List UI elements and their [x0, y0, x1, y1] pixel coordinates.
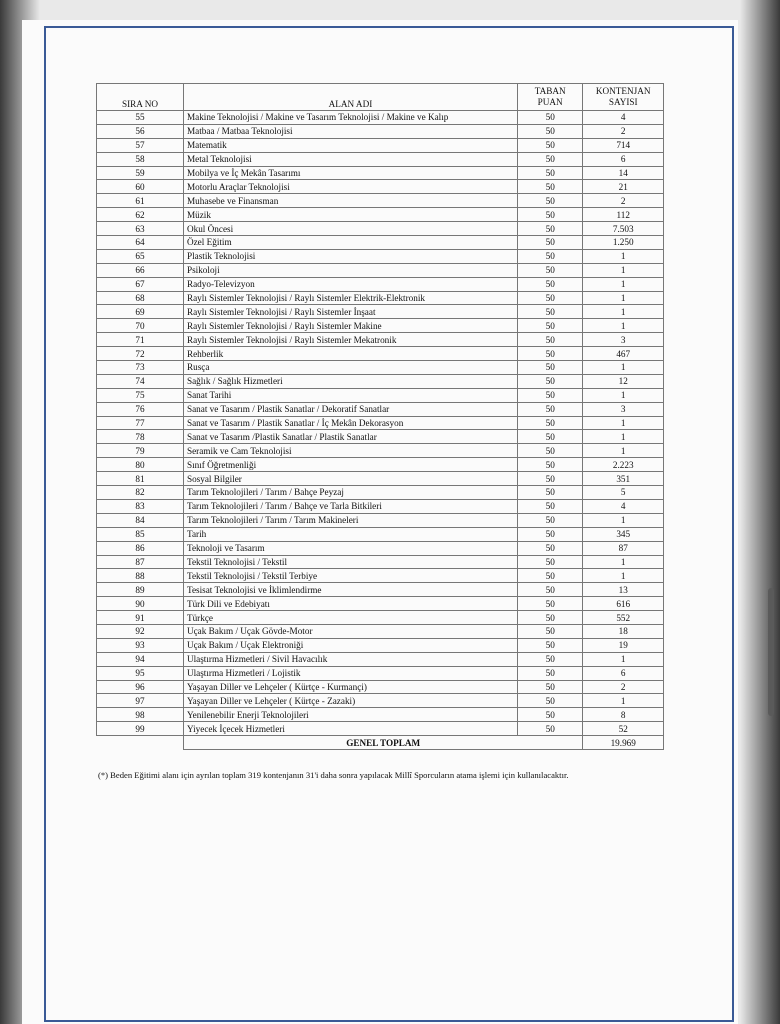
alan-adi-cell: Raylı Sistemler Teknolojisi / Raylı Sistemler İnşaat: [183, 305, 517, 319]
taban-puan-cell: 50: [517, 236, 583, 250]
sira-no-cell: 83: [97, 499, 184, 513]
table-row: [97, 236, 664, 250]
kontenjan-cell: 112: [583, 208, 664, 222]
taban-puan-cell: 50: [517, 374, 583, 388]
sira-no-cell: 72: [97, 347, 184, 361]
alan-adi-cell: Makine Teknolojisi / Makine ve Tasarım Teknolojisi / Makine ve Kalıp: [183, 111, 517, 125]
kontenjan-cell: 87: [583, 541, 664, 555]
table-row: [97, 180, 664, 194]
header-sira-no: SIRA NO: [97, 84, 184, 111]
kontenjan-cell: 18: [583, 624, 664, 638]
alan-adi-cell: Raylı Sistemler Teknolojisi / Raylı Sistemler Mekatronik: [183, 333, 517, 347]
taban-puan-cell: 50: [517, 291, 583, 305]
taban-puan-cell: 50: [517, 680, 583, 694]
alan-adi-cell: Rehberlik: [183, 347, 517, 361]
taban-puan-cell: 50: [517, 249, 583, 263]
table-row: [97, 249, 664, 263]
table-row: [97, 611, 664, 625]
alan-adi-cell: Raylı Sistemler Teknolojisi / Raylı Sistemler Elektrik-Elektronik: [183, 291, 517, 305]
alan-adi-cell: Yaşayan Diller ve Lehçeler ( Kürtçe - Kurmançi): [183, 680, 517, 694]
sira-no-cell: 65: [97, 249, 184, 263]
taban-puan-cell: 50: [517, 486, 583, 500]
kontenjan-cell: 3: [583, 333, 664, 347]
table-row: [97, 472, 664, 486]
taban-puan-cell: 50: [517, 416, 583, 430]
table-row: [97, 458, 664, 472]
sira-no-cell: 79: [97, 444, 184, 458]
header-taban-puan-line2: PUAN: [537, 97, 563, 107]
alan-adi-cell: Radyo-Televizyon: [183, 277, 517, 291]
sira-no-cell: 62: [97, 208, 184, 222]
taban-puan-cell: 50: [517, 277, 583, 291]
kontenjan-cell: 1: [583, 513, 664, 527]
sira-no-cell: 93: [97, 638, 184, 652]
alan-adi-cell: Müzik: [183, 208, 517, 222]
taban-puan-cell: 50: [517, 513, 583, 527]
kontenjan-cell: 2: [583, 680, 664, 694]
taban-puan-cell: 50: [517, 583, 583, 597]
alan-adi-cell: Tarım Teknolojileri / Tarım / Bahçe Peyzaj: [183, 486, 517, 500]
header-taban-puan: [517, 84, 583, 111]
table-row: [97, 277, 664, 291]
kontenjan-cell: 1: [583, 444, 664, 458]
taban-puan-cell: 50: [517, 527, 583, 541]
table-row: [97, 402, 664, 416]
sira-no-cell: 82: [97, 486, 184, 500]
alan-adi-cell: Yiyecek İçecek Hizmetleri: [183, 722, 517, 736]
table-row: [97, 263, 664, 277]
table-row: [97, 680, 664, 694]
taban-puan-cell: 50: [517, 222, 583, 236]
kontenjan-cell: 14: [583, 166, 664, 180]
table-row: [97, 444, 664, 458]
kontenjan-cell: 1: [583, 569, 664, 583]
header-alan-adi: ALAN ADI: [183, 84, 517, 111]
taban-puan-cell: 50: [517, 208, 583, 222]
alan-adi-cell: Tekstil Teknolojisi / Tekstil Terbiye: [183, 569, 517, 583]
footnote: (*) Beden Eğitimi alanı için ayrılan toplam 319 kontenjanın 31'i daha sonra yapılacak Millî Sporcuların atama işlemi için kullanılacaktır.: [98, 770, 569, 780]
alan-adi-cell: Ulaştırma Hizmetleri / Lojistik: [183, 666, 517, 680]
taban-puan-cell: 50: [517, 430, 583, 444]
taban-puan-cell: 50: [517, 402, 583, 416]
taban-puan-cell: 50: [517, 444, 583, 458]
taban-puan-cell: 50: [517, 361, 583, 375]
taban-puan-cell: 50: [517, 666, 583, 680]
sira-no-cell: 95: [97, 666, 184, 680]
taban-puan-cell: 50: [517, 305, 583, 319]
kontenjan-cell: 1.250: [583, 236, 664, 250]
table-row: [97, 541, 664, 555]
table-row: [97, 722, 664, 736]
table-row: [97, 222, 664, 236]
sira-no-cell: 55: [97, 111, 184, 125]
kontenjan-cell: 7.503: [583, 222, 664, 236]
sira-no-cell: 90: [97, 597, 184, 611]
sira-no-cell: 61: [97, 194, 184, 208]
kontenjan-cell: 4: [583, 499, 664, 513]
kontenjan-cell: 714: [583, 138, 664, 152]
alan-adi-cell: Sağlık / Sağlık Hizmetleri: [183, 374, 517, 388]
kontenjan-cell: 351: [583, 472, 664, 486]
header-kontenjan-line2: SAYISI: [608, 97, 638, 107]
table-row: [97, 513, 664, 527]
sira-no-cell: 88: [97, 569, 184, 583]
alan-adi-cell: Sınıf Öğretmenliği: [183, 458, 517, 472]
alan-adi-cell: Sanat Tarihi: [183, 388, 517, 402]
alan-adi-cell: Psikoloji: [183, 263, 517, 277]
total-row: [97, 736, 664, 750]
alan-adi-cell: Raylı Sistemler Teknolojisi / Raylı Sistemler Makine: [183, 319, 517, 333]
sira-no-cell: 98: [97, 708, 184, 722]
table-body: [97, 111, 664, 736]
taban-puan-cell: 50: [517, 611, 583, 625]
alan-adi-cell: Mobilya ve İç Mekân Tasarımı: [183, 166, 517, 180]
sira-no-cell: 76: [97, 402, 184, 416]
sira-no-cell: 89: [97, 583, 184, 597]
kontenjan-cell: 1: [583, 652, 664, 666]
taban-puan-cell: 50: [517, 624, 583, 638]
kontenjan-cell: 1: [583, 430, 664, 444]
table-row: [97, 694, 664, 708]
kontenjan-cell: 1: [583, 263, 664, 277]
taban-puan-cell: 50: [517, 458, 583, 472]
taban-puan-cell: 50: [517, 152, 583, 166]
kontenjan-cell: 8: [583, 708, 664, 722]
table-row: [97, 361, 664, 375]
sira-no-cell: 84: [97, 513, 184, 527]
table-row: [97, 333, 664, 347]
kontenjan-cell: 6: [583, 152, 664, 166]
kontenjan-cell: 467: [583, 347, 664, 361]
kontenjan-cell: 6: [583, 666, 664, 680]
sira-no-cell: 60: [97, 180, 184, 194]
sira-no-cell: 68: [97, 291, 184, 305]
alan-adi-cell: Yenilenebilir Enerji Teknolojileri: [183, 708, 517, 722]
header-taban-puan-line1: TABAN: [534, 86, 566, 96]
total-empty-cell: [97, 736, 184, 750]
table-row: [97, 138, 664, 152]
kontenjan-cell: 1: [583, 416, 664, 430]
table-row: [97, 708, 664, 722]
sira-no-cell: 96: [97, 680, 184, 694]
table-row: [97, 652, 664, 666]
kontenjan-cell: 616: [583, 597, 664, 611]
sira-no-cell: 70: [97, 319, 184, 333]
alan-adi-cell: Ulaştırma Hizmetleri / Sivil Havacılık: [183, 652, 517, 666]
table-row: [97, 486, 664, 500]
sira-no-cell: 57: [97, 138, 184, 152]
alan-adi-cell: Okul Öncesi: [183, 222, 517, 236]
taban-puan-cell: 50: [517, 638, 583, 652]
taban-puan-cell: 50: [517, 708, 583, 722]
table-row: [97, 374, 664, 388]
taban-puan-cell: 50: [517, 263, 583, 277]
taban-puan-cell: 50: [517, 180, 583, 194]
alan-adi-cell: Tarih: [183, 527, 517, 541]
table-row: [97, 347, 664, 361]
table-row: [97, 583, 664, 597]
kontenjan-cell: 1: [583, 694, 664, 708]
header-kontenjan: [583, 84, 664, 111]
taban-puan-cell: 50: [517, 499, 583, 513]
table-row: [97, 597, 664, 611]
alan-adi-cell: Türkçe: [183, 611, 517, 625]
taban-puan-cell: 50: [517, 347, 583, 361]
taban-puan-cell: 50: [517, 319, 583, 333]
table-row: [97, 194, 664, 208]
taban-puan-cell: 50: [517, 722, 583, 736]
alan-adi-cell: Sosyal Bilgiler: [183, 472, 517, 486]
alan-adi-cell: Tarım Teknolojileri / Tarım / Bahçe ve Tarla Bitkileri: [183, 499, 517, 513]
sira-no-cell: 97: [97, 694, 184, 708]
table-row: [97, 111, 664, 125]
sira-no-cell: 92: [97, 624, 184, 638]
table-row: [97, 305, 664, 319]
sira-no-cell: 73: [97, 361, 184, 375]
sira-no-cell: 63: [97, 222, 184, 236]
taban-puan-cell: 50: [517, 652, 583, 666]
alan-adi-cell: Sanat ve Tasarım / Plastik Sanatlar / İç Mekân Dekorasyon: [183, 416, 517, 430]
taban-puan-cell: 50: [517, 541, 583, 555]
kontenjan-cell: 1: [583, 305, 664, 319]
alan-adi-cell: Teknoloji ve Tasarım: [183, 541, 517, 555]
scrollbar[interactable]: [768, 588, 774, 716]
kontenjan-cell: 1: [583, 291, 664, 305]
alan-adi-cell: Uçak Bakım / Uçak Gövde-Motor: [183, 624, 517, 638]
total-label: GENEL TOPLAM: [183, 736, 582, 750]
taban-puan-cell: 50: [517, 124, 583, 138]
taban-puan-cell: 50: [517, 472, 583, 486]
taban-puan-cell: 50: [517, 333, 583, 347]
table-row: [97, 291, 664, 305]
taban-puan-cell: 50: [517, 138, 583, 152]
table-row: [97, 208, 664, 222]
kontenjan-cell: 1: [583, 277, 664, 291]
table-row: [97, 166, 664, 180]
alan-adi-cell: Seramik ve Cam Teknolojisi: [183, 444, 517, 458]
alan-adi-cell: Türk Dili ve Edebiyatı: [183, 597, 517, 611]
sira-no-cell: 77: [97, 416, 184, 430]
alan-adi-cell: Tekstil Teknolojisi / Tekstil: [183, 555, 517, 569]
sira-no-cell: 66: [97, 263, 184, 277]
kontenjan-cell: 19: [583, 638, 664, 652]
alan-adi-cell: Matematik: [183, 138, 517, 152]
table-row: [97, 124, 664, 138]
alan-adi-cell: Rusça: [183, 361, 517, 375]
sira-no-cell: 69: [97, 305, 184, 319]
alan-adi-cell: Metal Teknolojisi: [183, 152, 517, 166]
alan-adi-cell: Matbaa / Matbaa Teknolojisi: [183, 124, 517, 138]
kontenjan-cell: 52: [583, 722, 664, 736]
sira-no-cell: 59: [97, 166, 184, 180]
taban-puan-cell: 50: [517, 555, 583, 569]
taban-puan-cell: 50: [517, 694, 583, 708]
taban-puan-cell: 50: [517, 111, 583, 125]
taban-puan-cell: 50: [517, 166, 583, 180]
kontenjan-cell: 5: [583, 486, 664, 500]
table-row: [97, 499, 664, 513]
kontenjan-cell: 2: [583, 124, 664, 138]
total-value: 19.969: [583, 736, 664, 750]
table-header-row: [97, 84, 664, 111]
sira-no-cell: 87: [97, 555, 184, 569]
sira-no-cell: 74: [97, 374, 184, 388]
kontenjan-cell: 1: [583, 361, 664, 375]
sira-no-cell: 64: [97, 236, 184, 250]
kontenjan-cell: 3: [583, 402, 664, 416]
table-row: [97, 388, 664, 402]
sira-no-cell: 67: [97, 277, 184, 291]
kontenjan-cell: 1: [583, 249, 664, 263]
alan-adi-cell: Motorlu Araçlar Teknolojisi: [183, 180, 517, 194]
header-kontenjan-line1: KONTENJAN: [595, 86, 651, 96]
kontenjan-cell: 1: [583, 388, 664, 402]
alan-adi-cell: Uçak Bakım / Uçak Elektroniği: [183, 638, 517, 652]
alan-adi-cell: Plastik Teknolojisi: [183, 249, 517, 263]
kontenjan-cell: 552: [583, 611, 664, 625]
sira-no-cell: 91: [97, 611, 184, 625]
kontenjan-cell: 2: [583, 194, 664, 208]
taban-puan-cell: 50: [517, 597, 583, 611]
sira-no-cell: 81: [97, 472, 184, 486]
sira-no-cell: 94: [97, 652, 184, 666]
kontenjan-cell: 13: [583, 583, 664, 597]
table-row: [97, 416, 664, 430]
table-row: [97, 569, 664, 583]
kontenjan-cell: 12: [583, 374, 664, 388]
alan-adi-cell: Muhasebe ve Finansman: [183, 194, 517, 208]
alan-adi-cell: Yaşayan Diller ve Lehçeler ( Kürtçe - Zazaki): [183, 694, 517, 708]
table-row: [97, 319, 664, 333]
alan-adi-cell: Sanat ve Tasarım /Plastik Sanatlar / Plastik Sanatlar: [183, 430, 517, 444]
sira-no-cell: 58: [97, 152, 184, 166]
alan-adi-cell: Özel Eğitim: [183, 236, 517, 250]
table-row: [97, 638, 664, 652]
table-row: [97, 666, 664, 680]
table-row: [97, 624, 664, 638]
alan-adi-cell: Tesisat Teknolojisi ve İklimlendirme: [183, 583, 517, 597]
alan-adi-cell: Tarım Teknolojileri / Tarım / Tarım Makineleri: [183, 513, 517, 527]
sira-no-cell: 99: [97, 722, 184, 736]
table-row: [97, 430, 664, 444]
taban-puan-cell: 50: [517, 388, 583, 402]
sira-no-cell: 78: [97, 430, 184, 444]
sira-no-cell: 80: [97, 458, 184, 472]
kontenjan-cell: 21: [583, 180, 664, 194]
table-row: [97, 555, 664, 569]
sira-no-cell: 85: [97, 527, 184, 541]
alan-adi-cell: Sanat ve Tasarım / Plastik Sanatlar / Dekoratif Sanatlar: [183, 402, 517, 416]
table-row: [97, 152, 664, 166]
kontenjan-cell: 4: [583, 111, 664, 125]
kontenjan-cell: 345: [583, 527, 664, 541]
sira-no-cell: 56: [97, 124, 184, 138]
sira-no-cell: 71: [97, 333, 184, 347]
taban-puan-cell: 50: [517, 194, 583, 208]
taban-puan-cell: 50: [517, 569, 583, 583]
sira-no-cell: 86: [97, 541, 184, 555]
kontenjan-cell: 1: [583, 555, 664, 569]
kontenjan-cell: 2.223: [583, 458, 664, 472]
sira-no-cell: 75: [97, 388, 184, 402]
table-row: [97, 527, 664, 541]
quota-table: [96, 83, 664, 750]
kontenjan-cell: 1: [583, 319, 664, 333]
